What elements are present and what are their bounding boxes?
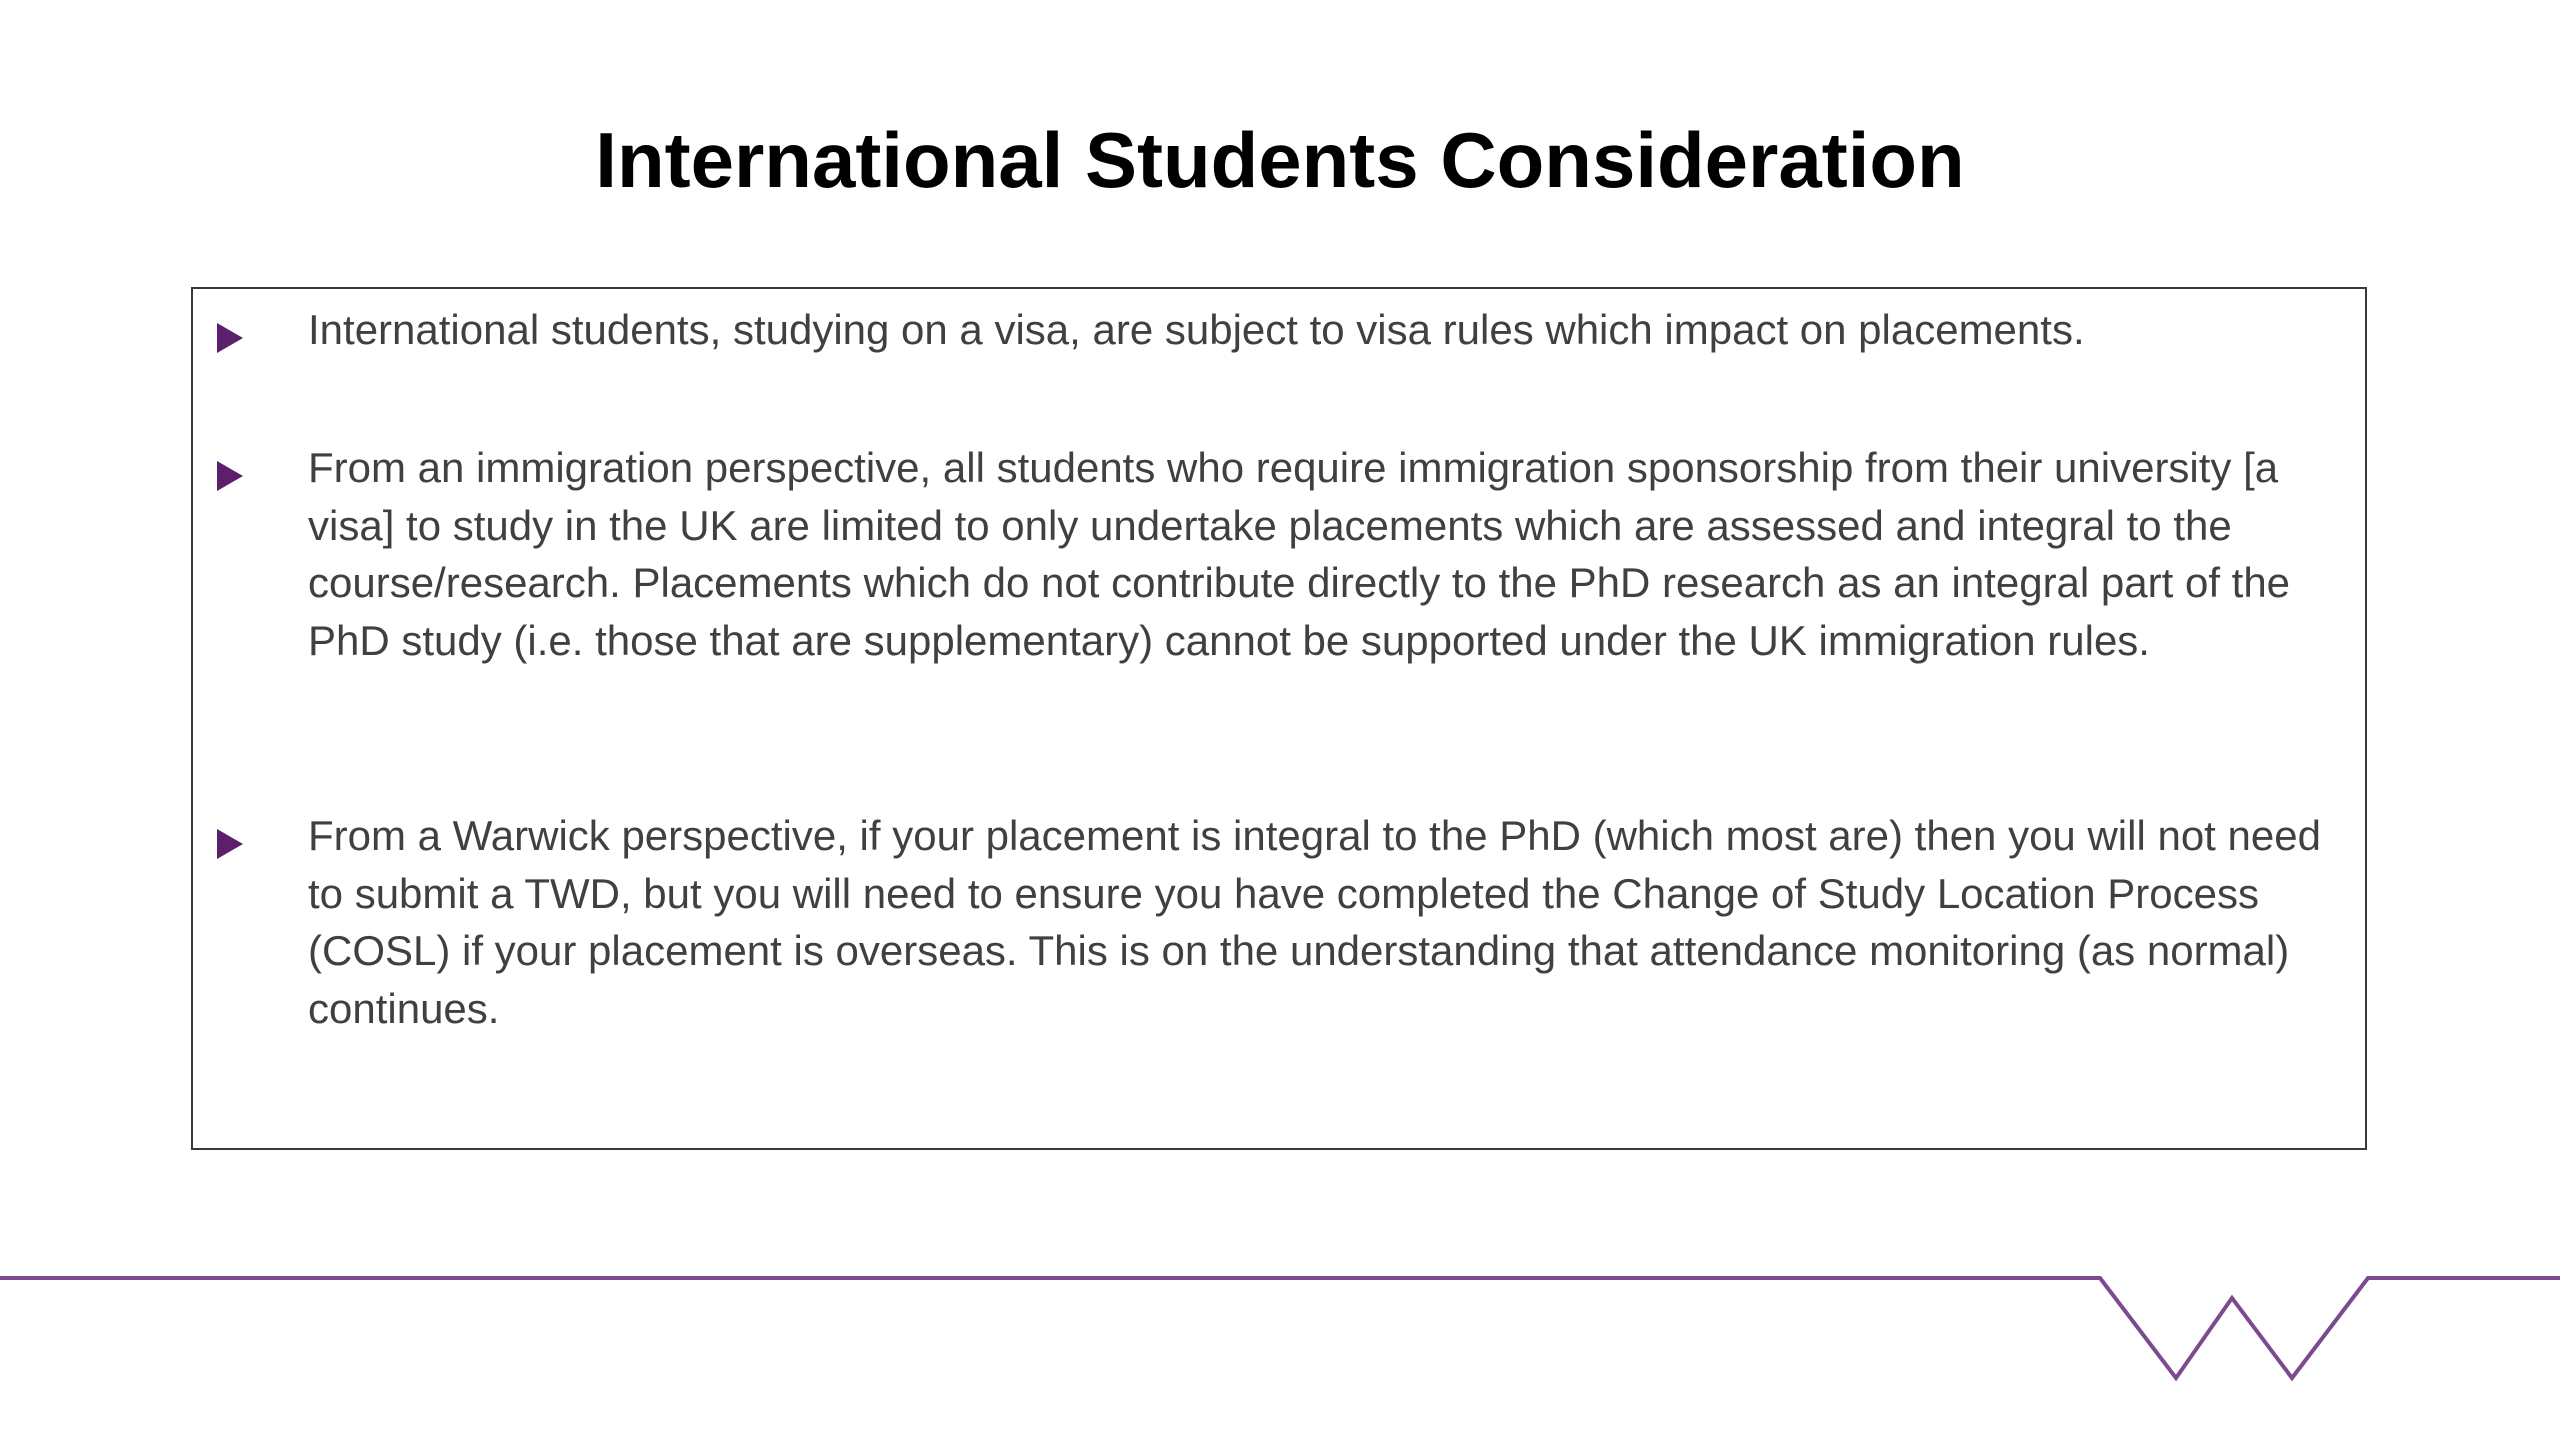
warwick-w-logo — [0, 1278, 2560, 1378]
bullet-text: From an immigration perspective, all students who require immigration sponsorship from their university [a visa] to study in the UK are limited to only undertake placements which are assessed and integral to the course/research. Placements which do not contribute directly to the PhD research as an integral part of the PhD study (i.e. those that are supplementary) cannot be supported under the UK immigration rules. — [308, 444, 2291, 664]
content-box — [191, 287, 2367, 1150]
triangle-right-icon — [217, 461, 243, 491]
bullet-text: From a Warwick perspective, if your placement is integral to the PhD (which most are) then you will not need to submit a TWD, but you will need to ensure you have completed the Change of Study Location Process (COSL) if your placement is overseas. This is on the understanding that attendance monitoring (as normal) continues. — [308, 812, 2321, 1032]
bullet-text: International students, studying on a visa, are subject to visa rules which impact on placements. — [308, 306, 2085, 353]
triangle-right-icon — [217, 323, 243, 353]
footer-w-line-decoration — [0, 1250, 2560, 1400]
triangle-right-icon — [217, 829, 243, 859]
slide-title: International Students Consideration — [595, 116, 1965, 204]
